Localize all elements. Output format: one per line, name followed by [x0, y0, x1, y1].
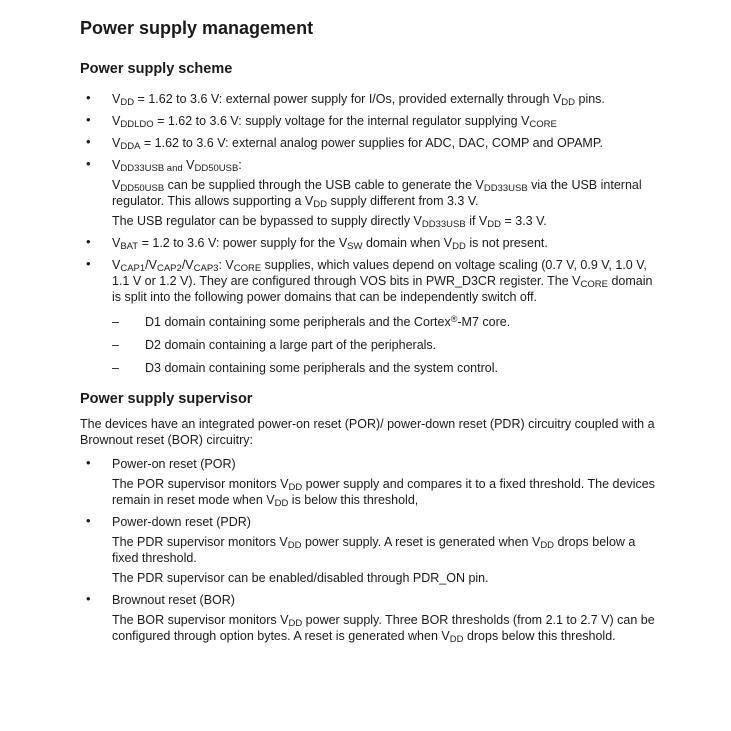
list-item-vddusb: [80, 157, 659, 229]
list-item-text: $V_{DD33USB and}$ $V_{DD50USB}$:: [112, 158, 242, 174]
dash-item-text: D1 domain containing some peripherals and the Cortex®-M7 core.: [145, 314, 511, 329]
section-heading-supervisor: Power supply supervisor: [80, 391, 253, 407]
list-item-por: [80, 456, 659, 508]
dash-item-d1: [112, 314, 659, 330]
list-item-paragraph: The PDR supervisor can be enabled/disabled through PDR_ON pin.: [112, 571, 489, 585]
scheme-bullet-list: [80, 91, 659, 376]
list-item-vddldo: [80, 113, 659, 129]
page-title: Power supply management: [80, 18, 314, 38]
list-item-text: $V_{CAP1}/V_{CAP2}/V_{CAP3}$: $V_{CORE}$ supplies, which values depend on voltage scaling (0.7 V, 0.9 V, 1.0 V, 1.1 V or 1.2 V). They are configured through VOS bits in PWR_D3CR register. The $V_{CORE}$ domain is split into the following power domains that can be independently switch off.: [112, 258, 653, 304]
list-item-paragraph: The PDR supervisor monitors $V_{DD}$ power supply. A reset is generated when $V_{DD}$ drops below a fixed threshold.: [112, 535, 636, 565]
list-item-vdda: [80, 135, 659, 151]
list-item-text: Brownout reset (BOR): [112, 593, 235, 607]
list-item-paragraph: The USB regulator can be bypassed to supply directly $V_{DD33USB}$ if $V_{DD} = 3.3$ V.: [112, 214, 547, 230]
supervisor-intro: The devices have an integrated power-on reset (POR)/ power-down reset (PDR) circuitry coupled with a Brownout reset (BOR) circuitry:: [80, 417, 655, 447]
list-item-vbat: [80, 235, 659, 251]
supervisor-bullet-list: [80, 456, 659, 644]
dash-item-text: D3 domain containing some peripherals and the system control.: [145, 361, 498, 375]
list-item-text: $V_{DDA} = 1.62$ to 3.6 V: external analog power supplies for ADC, DAC, COMP and OPAMP.: [112, 136, 604, 152]
section-power-supply-supervisor: [80, 391, 659, 644]
list-item-paragraph: The BOR supervisor monitors $V_{DD}$ power supply. Three BOR thresholds (from 2.1 to 2.7 V) can be configured through option bytes. A reset is generated when $V_{DD}$ drops below this threshold.: [112, 613, 655, 645]
list-item-paragraph: The POR supervisor monitors $V_{DD}$ power supply and compares it to a fixed threshold. The devices remain in reset mode when $V_{DD}$ is below this threshold,: [112, 477, 655, 509]
section-heading-scheme: Power supply scheme: [80, 61, 233, 77]
list-item-paragraph: $V_{DD50USB}$ can be supplied through the USB cable to generate the $V_{DD33USB}$ via the USB internal regulator. This allows supporting a $V_{DD}$ supply different from 3.3 V.: [112, 178, 642, 210]
dash-item-d3: [112, 360, 659, 376]
dash-item-text: D2 domain containing a large part of the peripherals.: [145, 338, 437, 352]
dash-item-d2: [112, 337, 659, 353]
list-item-pdr: [80, 514, 659, 586]
list-item-text: Power-down reset (PDR): [112, 515, 251, 529]
list-item-text: $V_{DD} = 1.62$ to 3.6 V: external power supply for I/Os, provided externally through $V_{DD}$ pins.: [112, 92, 605, 108]
domain-dash-list: [112, 314, 659, 376]
list-item-text: $V_{BAT} = 1.2$ to 3.6 V: power supply for the $V_{SW}$ domain when $V_{DD}$ is not present.: [112, 236, 548, 252]
list-item-vdd: [80, 91, 659, 107]
list-item-text: Power-on reset (POR): [112, 457, 236, 471]
list-item-vcap: [80, 257, 659, 376]
list-item-bor: [80, 592, 659, 644]
section-power-supply-scheme: [80, 61, 659, 376]
list-item-text: $V_{DDLDO} = 1.62$ to 3.6 V: supply voltage for the internal regulator supplying $V_{CORE}$: [112, 114, 557, 130]
